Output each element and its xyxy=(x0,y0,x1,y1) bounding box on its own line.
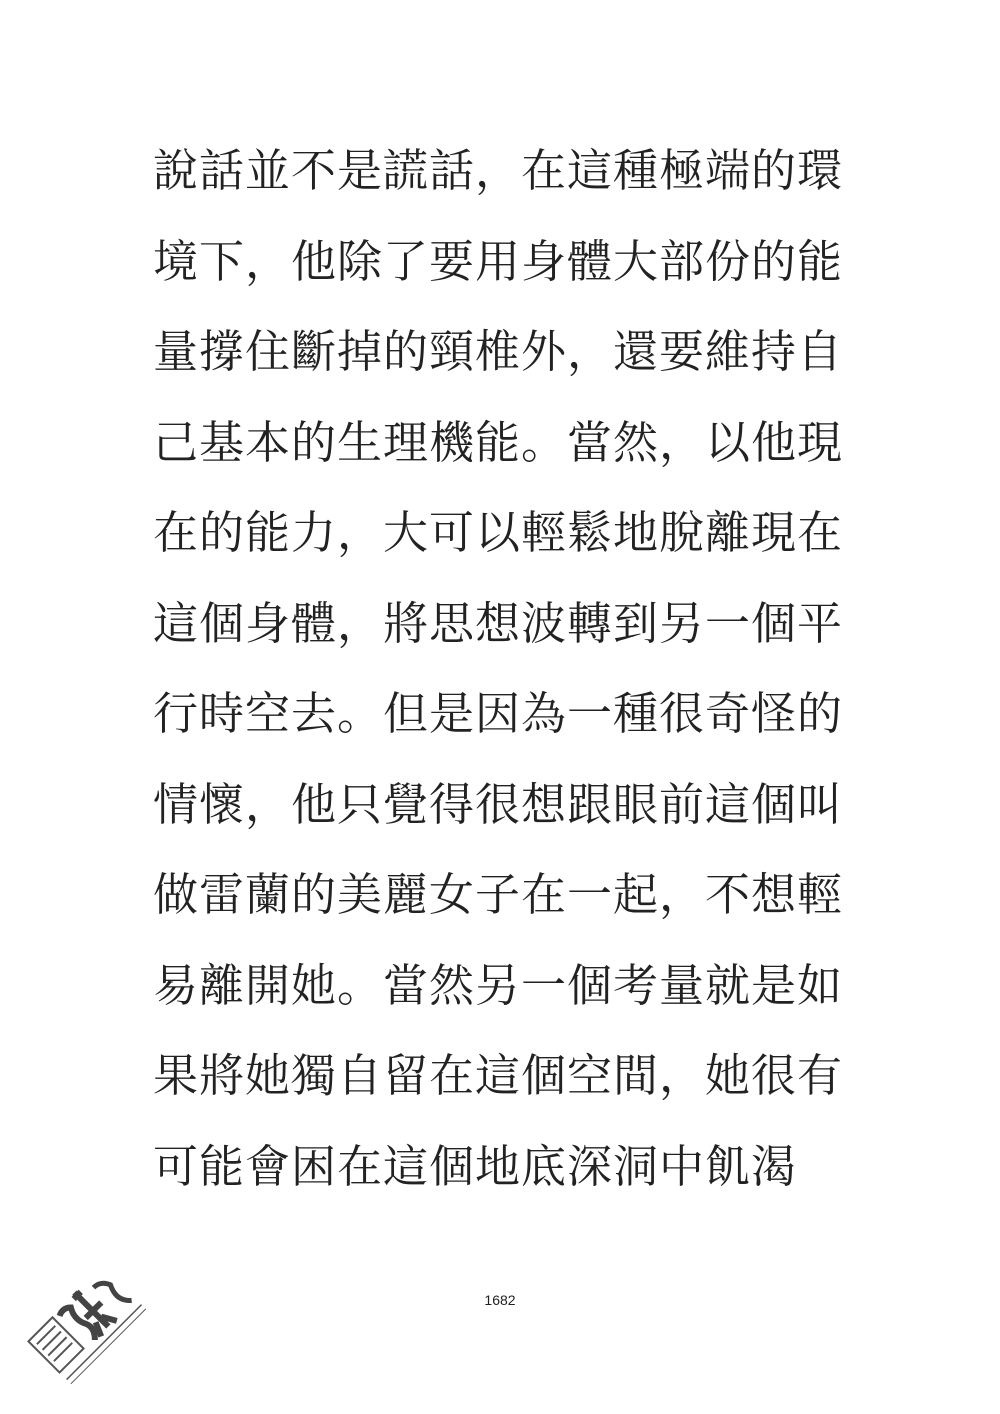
text-line: 量撐住斷掉的頸椎外，還要維持自 xyxy=(153,325,844,378)
text-line: 己基本的生理機能。當然，以他現 xyxy=(153,415,844,469)
text-line: 情懷，他只覺得很想跟眼前這個叫 xyxy=(153,777,844,831)
manben-watermark-logo-icon xyxy=(10,1238,160,1408)
text-line: 說話並不是謊話，在這種極端的環 xyxy=(153,144,844,197)
body-text xyxy=(153,138,853,1224)
text-line: 可能會困在這個地底深洞中飢渴 xyxy=(153,1139,798,1193)
text-line: 易離開她。當然另一個考量就是如 xyxy=(153,958,844,1012)
text-line: 這個身體，將思想波轉到另一個平 xyxy=(153,596,844,650)
text-line: 境下，他除了要用身體大部份的能 xyxy=(153,234,844,288)
text-line: 行時空去。但是因為一種很奇怪的 xyxy=(153,687,844,740)
page-number: 1682 xyxy=(484,1292,516,1308)
text-line: 做雷蘭的美麗女子在一起，不想輕 xyxy=(153,868,844,921)
text-line: 果將她獨自留在這個空間，她很有 xyxy=(153,1049,844,1102)
text-line: 在的能力，大可以輕鬆地脫離現在 xyxy=(153,506,844,559)
